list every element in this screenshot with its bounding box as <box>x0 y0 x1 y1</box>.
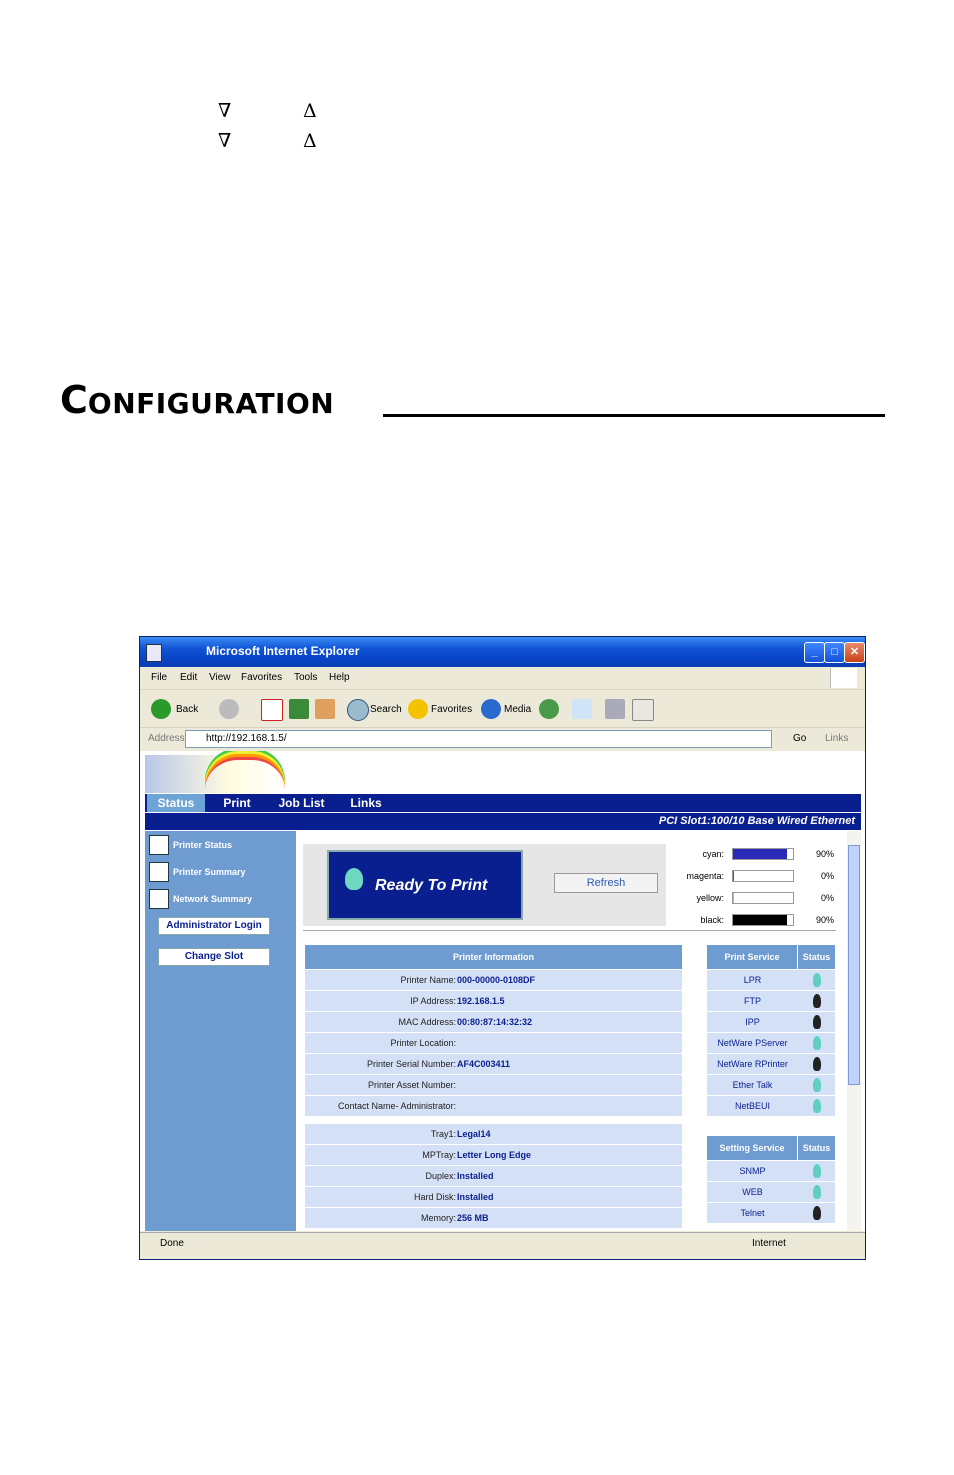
go-button[interactable]: Go <box>793 733 807 744</box>
status-header: Status <box>798 945 835 969</box>
address-bar <box>140 728 865 750</box>
bulb-icon <box>813 1206 821 1220</box>
maximize-button[interactable]: □ <box>824 642 845 663</box>
heading-rule <box>383 414 885 417</box>
administrator-login-button[interactable]: Administrator Login <box>158 917 270 935</box>
edit-icon[interactable] <box>632 699 654 721</box>
service-row <box>707 1161 835 1182</box>
info-key: Printer Name: <box>400 975 456 985</box>
service-row <box>707 1182 835 1203</box>
service-name: NetBEUI <box>734 1101 770 1111</box>
service-name: WEB <box>742 1187 763 1197</box>
delta-symbol: Δ <box>303 100 317 122</box>
service-row <box>707 991 835 1012</box>
tray-row <box>305 1187 682 1208</box>
service-name: NetWare PServer <box>717 1038 788 1048</box>
tray-key: Memory: <box>420 1213 456 1223</box>
print-service-header: Print Service <box>707 945 797 969</box>
service-row <box>707 1054 835 1075</box>
tab-bar <box>145 794 861 812</box>
tray-value: Letter Long Edge <box>457 1150 531 1160</box>
bulb-icon <box>813 1185 821 1199</box>
section-heading: CONFIGURATION <box>60 378 335 422</box>
search-label[interactable]: Search <box>370 704 402 715</box>
service-name: FTP <box>744 996 761 1006</box>
close-button[interactable]: ✕ <box>844 642 865 663</box>
tab-job-list[interactable]: Job List <box>278 796 325 810</box>
scrollbar[interactable] <box>847 831 861 1231</box>
bulb-icon <box>813 994 821 1008</box>
ie-icon <box>146 644 162 662</box>
service-row <box>707 1203 835 1224</box>
checkbox-icon <box>149 889 169 909</box>
ink-fill <box>733 849 787 859</box>
change-slot-button[interactable]: Change Slot <box>158 948 270 966</box>
tray-value: Installed <box>457 1171 494 1181</box>
info-row <box>305 1012 682 1033</box>
status-bar <box>140 1232 865 1255</box>
back-arrow-icon[interactable] <box>151 699 171 719</box>
bulb-icon <box>345 868 363 890</box>
ready-indicator <box>327 850 523 920</box>
scrollbar-thumb[interactable] <box>848 845 860 1085</box>
tray-row <box>305 1166 682 1187</box>
tray-key: Hard Disk: <box>413 1192 456 1202</box>
info-row <box>305 1075 682 1096</box>
favorites-star-icon[interactable] <box>408 699 428 719</box>
status-header: Status <box>798 1136 835 1160</box>
info-key: Contact Name- Administrator: <box>337 1101 456 1111</box>
history-icon[interactable] <box>539 699 559 719</box>
info-row <box>305 991 682 1012</box>
tab-links[interactable]: Links <box>350 796 382 810</box>
bulb-icon <box>813 973 821 987</box>
service-name: NetWare RPrinter <box>717 1059 788 1069</box>
refresh-icon[interactable] <box>289 699 309 719</box>
info-value: 000-00000-0108DF <box>457 975 536 985</box>
ink-fill <box>733 871 734 881</box>
windows-logo-icon <box>830 668 857 688</box>
links-button[interactable]: Links <box>825 733 849 744</box>
address-label: Address <box>148 733 185 744</box>
info-row <box>305 1054 682 1075</box>
bulb-icon <box>813 1078 821 1092</box>
tray-value: Legal14 <box>457 1129 491 1139</box>
info-key: Printer Serial Number: <box>366 1059 456 1069</box>
window-title: Microsoft Internet Explorer <box>206 644 360 658</box>
menu-view[interactable]: View <box>209 672 231 683</box>
sidebar-printer-status[interactable]: Printer Status <box>173 840 233 850</box>
info-key: Printer Asset Number: <box>367 1080 456 1090</box>
slot-banner: PCI Slot1:100/10 Base Wired Ethernet <box>145 813 861 830</box>
tray-key: MPTray: <box>422 1150 456 1160</box>
back-label[interactable]: Back <box>176 704 199 715</box>
bulb-icon <box>813 1015 821 1029</box>
main-panel: Ready To Print Refresh cyan: 90% magenta: 0% yellow: 0% black: 90% Printer Information Printer Name: 000-00000-0108DF IP Address: 192.168.1.5 MAC Address: 00:80:87:14:32:32 Printer Location: Printer Serial Number: AF4C003411 Printer Asset Number: Contact Name- Administrator: Tray1: Legal14 MPTray: Letter Long Edge Duplex: Installed Hard Disk: Installed Memory: 256 MB Print Service Status LPR FTP IPP NetWare PServer NetWare RPrinter Ether Talk NetBEUI Setting Service Status SNMP WEB Telnet <box>297 831 847 1231</box>
printer-logo <box>145 755 285 793</box>
info-row <box>305 970 682 991</box>
checkbox-icon <box>149 835 169 855</box>
minimize-button[interactable]: _ <box>804 642 825 663</box>
favorites-label[interactable]: Favorites <box>431 704 473 715</box>
service-row <box>707 1075 835 1096</box>
nabla-symbol: ∇ <box>218 100 232 122</box>
mail-icon[interactable] <box>572 699 592 719</box>
ink-fill <box>733 893 734 903</box>
tray-value: 256 MB <box>457 1213 489 1223</box>
tab-print[interactable]: Print <box>223 796 251 810</box>
tray-key: Tray1: <box>430 1129 456 1139</box>
address-url[interactable]: http://192.168.1.5/ <box>206 733 287 744</box>
title-bar <box>140 637 865 667</box>
info-key: MAC Address: <box>398 1017 456 1027</box>
tray-row <box>305 1124 682 1145</box>
media-label[interactable]: Media <box>504 704 532 715</box>
tab-status[interactable]: Status <box>147 794 205 812</box>
info-row <box>305 1096 682 1117</box>
info-value: 192.168.1.5 <box>457 996 505 1006</box>
tray-row <box>305 1145 682 1166</box>
toolbar <box>140 690 865 728</box>
service-name: LPR <box>743 975 762 985</box>
service-row <box>707 1033 835 1054</box>
page-content <box>140 751 865 1231</box>
info-header: Printer Information <box>305 945 682 969</box>
bulb-icon <box>813 1164 821 1178</box>
sidebar <box>145 831 296 1231</box>
ink-fill <box>733 915 787 925</box>
service-name: Telnet <box>740 1208 765 1218</box>
print-icon[interactable] <box>605 699 625 719</box>
info-value: 00:80:87:14:32:32 <box>457 1017 533 1027</box>
sidebar-printer-summary[interactable]: Printer Summary <box>173 867 246 877</box>
tray-value: Installed <box>457 1192 494 1202</box>
tray-key: Duplex: <box>425 1171 456 1181</box>
bulb-icon <box>813 1036 821 1050</box>
menu-file[interactable]: File <box>151 672 168 683</box>
media-icon[interactable] <box>481 699 501 719</box>
delta-symbol: Δ <box>303 130 317 152</box>
service-name: SNMP <box>739 1166 766 1176</box>
divider <box>303 930 836 931</box>
info-row <box>305 1033 682 1054</box>
menu-help[interactable]: Help <box>329 672 350 683</box>
stop-icon[interactable] <box>261 699 283 721</box>
menu-favorites[interactable]: Favorites <box>241 672 283 683</box>
forward-arrow-icon[interactable] <box>219 699 239 719</box>
sidebar-network-summary[interactable]: Network Summary <box>173 894 253 904</box>
service-name: IPP <box>745 1017 760 1027</box>
status-text: Done <box>160 1238 184 1249</box>
info-value: AF4C003411 <box>457 1059 511 1069</box>
setting-service-header: Setting Service <box>707 1136 797 1160</box>
info-key: IP Address: <box>410 996 456 1006</box>
zone-text: Internet <box>752 1238 786 1249</box>
bulb-icon <box>813 1057 821 1071</box>
browser-window <box>139 636 866 1260</box>
menu-bar <box>140 667 865 690</box>
info-key: Printer Location: <box>390 1038 456 1048</box>
ready-text: Ready To Print <box>375 877 488 894</box>
search-icon[interactable] <box>347 699 369 721</box>
menu-edit[interactable]: Edit <box>180 672 198 683</box>
nabla-symbol: ∇ <box>218 130 232 152</box>
refresh-button[interactable]: Refresh <box>554 873 658 893</box>
tray-row <box>305 1208 682 1229</box>
home-icon[interactable] <box>315 699 335 719</box>
service-row <box>707 1096 835 1117</box>
service-row <box>707 970 835 991</box>
service-row <box>707 1012 835 1033</box>
service-name: Ether Talk <box>732 1080 773 1090</box>
status-box <box>303 844 666 926</box>
menu-tools[interactable]: Tools <box>294 672 318 683</box>
checkbox-icon <box>149 862 169 882</box>
bulb-icon <box>813 1099 821 1113</box>
